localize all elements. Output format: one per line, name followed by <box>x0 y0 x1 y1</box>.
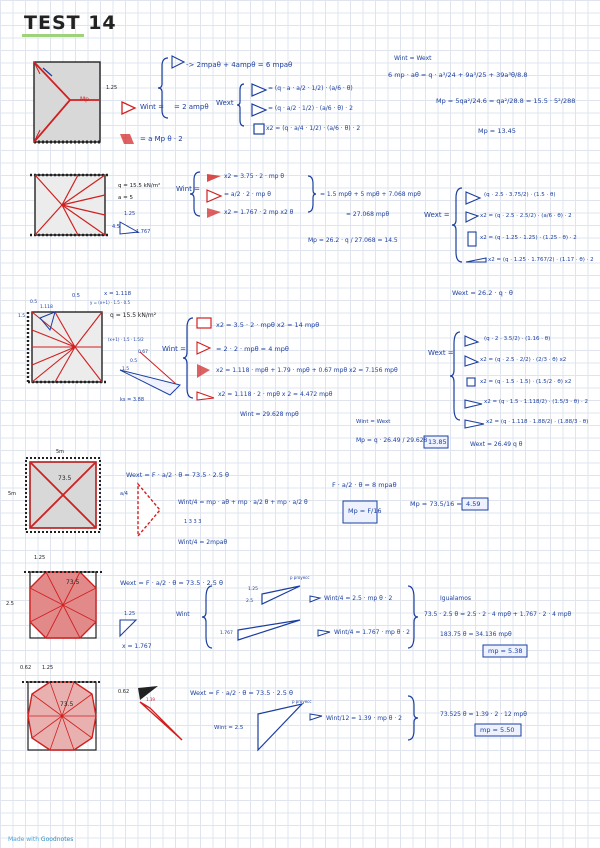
s1-wint-line2: = 2 ampθ <box>174 103 209 111</box>
s2-sum2: = 27.068 mpθ <box>346 211 390 218</box>
footer-watermark <box>8 836 73 843</box>
s3-wext-line1: (q · 2 · 3.5/2) · (1.16 · θ) <box>484 336 551 342</box>
s3-wint-line4: x2 = 1.118 · 2 · mpθ x 2 = 4.472 mpθ <box>218 391 333 398</box>
s5-dim-side: 2.5 <box>6 601 14 607</box>
s3-mp-line: Mp = q · 26.49 / 29.628 <box>356 437 428 444</box>
s5-result: mp = 5.38 <box>488 647 523 655</box>
s6-dim-d: 1.39 <box>146 697 155 702</box>
s6-dim-a: 0.62 <box>20 665 32 671</box>
s6-wext: Wext = F · a/2 · θ = 73.5 · 2.5 θ <box>190 689 293 697</box>
s6-eq1: 73.525 θ = 1.39 · 2 · 12 mpθ <box>440 711 527 718</box>
s3-wint-line2: = 2 · 2 · mpθ = 4 mpθ <box>216 345 289 353</box>
s2-wint-label: Wint = <box>176 185 200 193</box>
s3-ks: ks = 3.88 <box>120 397 145 403</box>
s1-wext-line2: = (q · a/2 · 1/2) · (a/6 · θ) · 2 <box>268 105 353 112</box>
s3-small-eq: y = (x+1) · 1.5 · 0.5 <box>90 300 130 305</box>
s3-dim-e: 0.67 <box>138 350 149 355</box>
s5-eq2: 183.75 θ = 34.136 mpθ <box>440 631 512 638</box>
s5-igualamos: Igualamos <box>440 595 472 602</box>
s5-perp: p proyecc <box>290 575 310 580</box>
s2-wext-line2: x2 = (q · 2.5 · 2.5/2) · (a/6 · θ) · 2 <box>480 213 572 219</box>
s3-wext-line2: x2 = (q · 2.5 · 2/2) · (2/3 · θ) x2 <box>480 357 567 363</box>
s3-wext-total: Wext = 26.49 q θ <box>470 441 523 448</box>
s1-wext-label: Wext <box>216 99 234 107</box>
s1-mp-label: Mp <box>80 96 89 103</box>
s4-center-load: 73.5 <box>58 475 72 482</box>
s5-x-val: x = 1.767 <box>122 643 152 650</box>
s2-wext-line1: (q · 2.5 · 3.75/2) · (1.5 · θ) <box>484 192 556 198</box>
s4-wext: Wext = F · a/2 · θ = 73.5 · 2.5 θ <box>126 471 229 479</box>
s4-nums: 1 3 3 3 <box>184 519 202 525</box>
s1-wext-line1: = (q · a · a/2 · 1/2) · (a/6 · θ) <box>268 85 353 92</box>
s3-wint-line1: x2 = 3.5 · 2 · mpθ x2 = 14 mpθ <box>216 321 320 329</box>
s3-wext-line4: x2 = (q · 1.5 · 1.118/2) · (1.5/3 · θ) · 2 <box>484 399 588 405</box>
s4-result: 4.59 <box>466 500 481 508</box>
s3-dim-g: 0.5 <box>130 359 138 364</box>
s2-wext-label: Wext = <box>424 211 450 219</box>
s3-plate-figure <box>28 312 180 395</box>
s1-wext-line3: x2 = (q · a/4 · 1/2) · (a/6 · θ) · 2 <box>266 125 361 132</box>
s2-wext-line4: x2 = (q · 1.25 · 1.767/2) · (1.17 · θ) · 2 <box>488 257 594 263</box>
s4-a4: a/4 <box>120 491 128 497</box>
s3-wint-total: Wint = 29.628 mpθ <box>240 411 299 418</box>
s1-wint-line3: = a Mp θ · 2 <box>140 135 183 143</box>
page-title: TEST 14 <box>24 12 117 34</box>
s5-d1: 1.25 <box>248 587 259 592</box>
s3-wint-eq-wext: Wint = Wext <box>356 419 391 425</box>
s1-small-triangles <box>120 56 266 144</box>
s4-mp-frac: Mp = F/16 <box>348 507 382 515</box>
s3-wext-line3: x2 = (q · 1.5 · 1.5) · (1.5/2 · θ) x2 <box>480 379 572 385</box>
s1-wint-eq-wext: Wint = Wext <box>394 55 432 62</box>
s5-wint-label: Wint <box>176 611 190 618</box>
s1-wint-line1: -> 2mpaθ + 4ampθ = 6 mpaθ <box>186 61 293 69</box>
s1-plate-figure <box>34 62 100 142</box>
s2-dim2: 4.5 <box>112 224 120 230</box>
s4-wint4: Wint/4 = mp · aθ + mp · a/2 θ + mp · a/2 θ <box>178 499 308 506</box>
s3-dim-d: 1.118 <box>40 305 53 310</box>
footer-made-with: Made with <box>8 836 39 843</box>
s2-load: q = 15.5 kN/m² <box>118 183 161 189</box>
s6-dim-c: 0.62 <box>118 689 130 695</box>
s3-dim-a: 0.5 <box>72 293 80 299</box>
s5-small: 1.25 <box>124 611 136 617</box>
s4-res-wint4: Wint/4 = 2mpaθ <box>178 539 228 546</box>
s1-dim: 1.25 <box>106 85 118 91</box>
s2-wext-total: Wext = 26.2 · q · θ <box>452 289 513 297</box>
s6-perp: p proyecc <box>292 699 312 704</box>
s5-center-load: 73.5 <box>66 579 80 586</box>
s1-equation: 6 mp · aθ = q · a³/24 + 9a³/25 + 39a³θ/8.8 <box>388 71 528 79</box>
s6-result: mp = 5.50 <box>480 726 515 734</box>
s5-dim-top: 1.25 <box>34 555 46 561</box>
s2-dim3: 1.767 <box>136 229 151 235</box>
s3-wint-label: Wint = <box>162 345 186 353</box>
s3-wext-line5: x2 = (q · 1.118 · 1.88/2) · (1.88/3 · θ) <box>486 419 589 425</box>
s3-dim-f: 1.5 <box>122 367 130 372</box>
s2-wext-line3: x2 = (q · 1.25 · 1.25) · (1.25 · θ) · 2 <box>480 235 577 241</box>
s1-mp-line: Mp = 5qa²/24.6 = qa²/28.8 = 15.5 · 5²/288 <box>436 97 576 105</box>
s5-eq1: 73.5 · 2.5 θ = 2.5 · 2 · 4 mpθ + 1.767 · 2 · 4 mpθ <box>424 611 572 618</box>
s3-load: q = 15.5 kN/m² <box>110 312 157 319</box>
s3-dim-c: 1.5 <box>18 314 26 319</box>
s6-beam <box>258 704 322 750</box>
s6-center-load: 73.5 <box>60 701 74 708</box>
s4-mp-val: Mp = 73.5/16 = <box>410 500 462 508</box>
s3-result: 13.85 <box>428 438 447 446</box>
s3-wint-line3: x2 = 1.118 · mpθ + 1.79 · mpθ + 0.67 mpθ x2 = 7.156 mpθ <box>216 367 398 374</box>
s3-x-val: x = 1.118 <box>104 291 132 297</box>
s5-d2: 2.5 <box>246 599 254 604</box>
s2-sum: = 1.5 mpθ + 5 mpθ + 7.068 mpθ <box>320 191 421 198</box>
s2-wint-line2: = a/2 · 2 · mp θ <box>224 191 271 198</box>
s4-dim-top: 5m <box>56 449 65 455</box>
s6-tri: Wint/12 = 1.39 · mp θ · 2 <box>326 715 402 722</box>
s3-frac: (x+1) · 1.5 · 1.5/2 <box>108 337 144 342</box>
s1-wint-label: Wint = <box>140 103 164 111</box>
s2-wint-line1: x2 = 3.75 · 2 · mp θ <box>224 173 285 180</box>
s6-plate-figure <box>22 682 182 750</box>
s5-d3: 1.767 <box>220 631 233 636</box>
s6-dim-b: 1.25 <box>42 665 54 671</box>
s2-mp-line: Mp = 26.2 · q / 27.068 = 14.5 <box>308 237 398 244</box>
s5-tri2: Wint/4 = 1.767 · mp θ · 2 <box>334 629 410 636</box>
s4-f-eq: F · a/2 · θ = 8 mpaθ <box>332 481 397 489</box>
s3-dim-b: 0.5 <box>30 300 38 305</box>
s1-result: Mp = 13.45 <box>478 127 516 135</box>
s5-wext: Wext = F · a/2 · θ = 73.5 · 2.5 θ <box>120 579 223 587</box>
s2-dim1: 1.25 <box>124 211 136 217</box>
s5-beams <box>238 586 330 640</box>
s2-wint-line3: x2 = 1.767 · 2 mp x2 θ <box>224 209 294 216</box>
s4-dim-side: 5m <box>8 491 17 497</box>
s6-wint: Wint = 2.5 <box>214 725 244 731</box>
s4-plate-figure <box>26 458 160 536</box>
s3-wext-label: Wext = <box>428 349 454 357</box>
s2-a: a = 5 <box>118 195 133 201</box>
s5-tri1: Wint/4 = 2.5 · mp θ · 2 <box>324 595 393 602</box>
footer-brand: Goodnotes <box>40 836 74 843</box>
